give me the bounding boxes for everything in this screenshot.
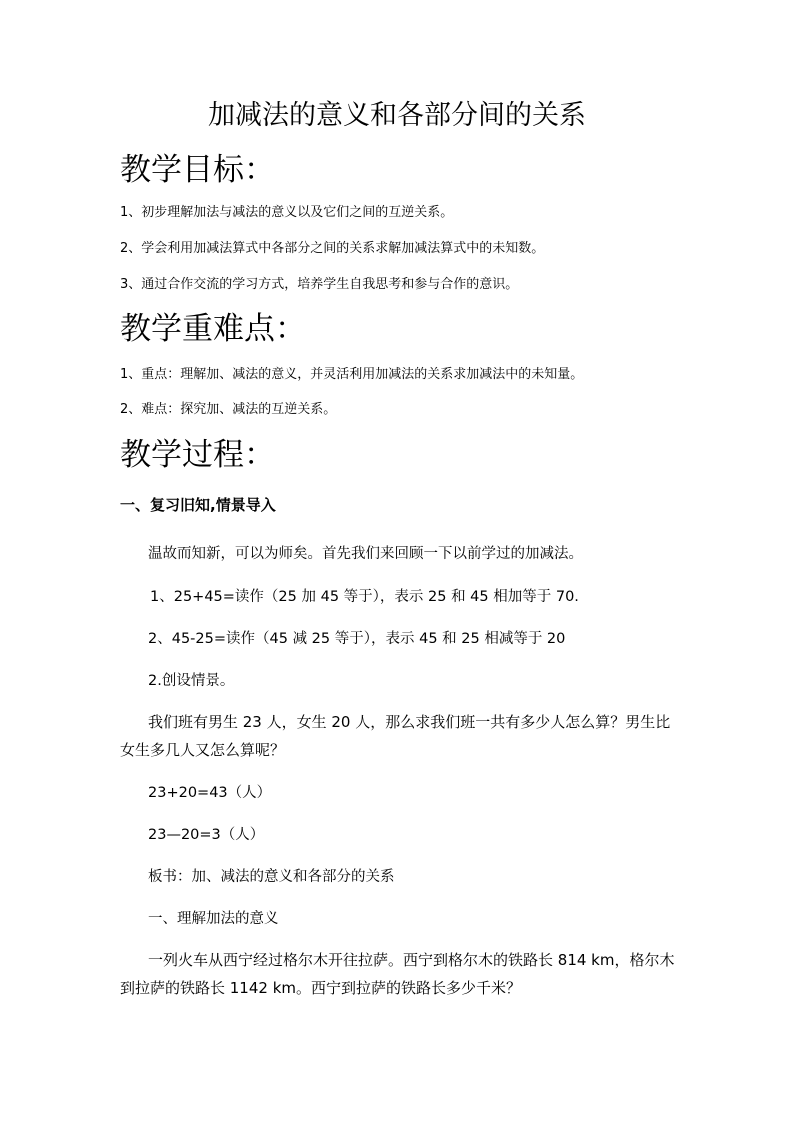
objective-item: 1、初步理解加法与减法的意义以及它们之间的互逆关系。	[120, 205, 454, 220]
key-points-heading: 教学重难点：	[120, 311, 306, 347]
key-point-item: 2、难点：探究加、减法的互逆关系。	[120, 402, 337, 417]
paragraph: 23+20=43（人）	[148, 785, 272, 801]
objective-item: 2、学会利用加减法算式中各部分之间的关系求解加减法算式中的未知数。	[120, 241, 545, 256]
paragraph: 2、45-25=读作（45 减 25 等于），表示 45 和 25 相减等于 20	[148, 631, 566, 647]
process-heading: 教学过程：	[120, 437, 275, 473]
key-point-item: 1、重点：理解加、减法的意义，并灵活利用加减法的关系求加减法中的未知量。	[120, 367, 584, 382]
paragraph: 温故而知新，可以为师矣。首先我们来回顾一下以前学过的加减法。	[148, 546, 583, 562]
paragraph: 23—20=3（人）	[148, 827, 265, 843]
paragraph: 一、理解加法的意义	[148, 911, 279, 927]
paragraph: 板书：加、减法的意义和各部分的关系	[148, 869, 395, 885]
paragraph: 一列火车从西宁经过格尔木开往拉萨。西宁到格尔木的铁路长 814 km，格尔木到拉萨的铁路长 1142 km。西宁到拉萨的铁路长多少千米？	[120, 951, 675, 997]
paragraph: 我们班有男生 23 人，女生 20 人，那么求我们班一共有多少人怎么算？男生比女生多几人又怎么算呢？	[120, 713, 671, 759]
objectives-heading: 教学目标：	[120, 152, 275, 188]
process-subheading: 一、复习旧知,情景导入	[120, 496, 276, 514]
document-title: 加减法的意义和各部分间的关系	[208, 100, 586, 131]
objective-item: 3、通过合作交流的学习方式，培养学生自我思考和参与合作的意识。	[120, 277, 519, 292]
paragraph: 2.创设情景。	[148, 673, 235, 689]
paragraph: 1、25+45=读作（25 加 45 等于），表示 25 和 45 相加等于 70.	[150, 589, 579, 605]
